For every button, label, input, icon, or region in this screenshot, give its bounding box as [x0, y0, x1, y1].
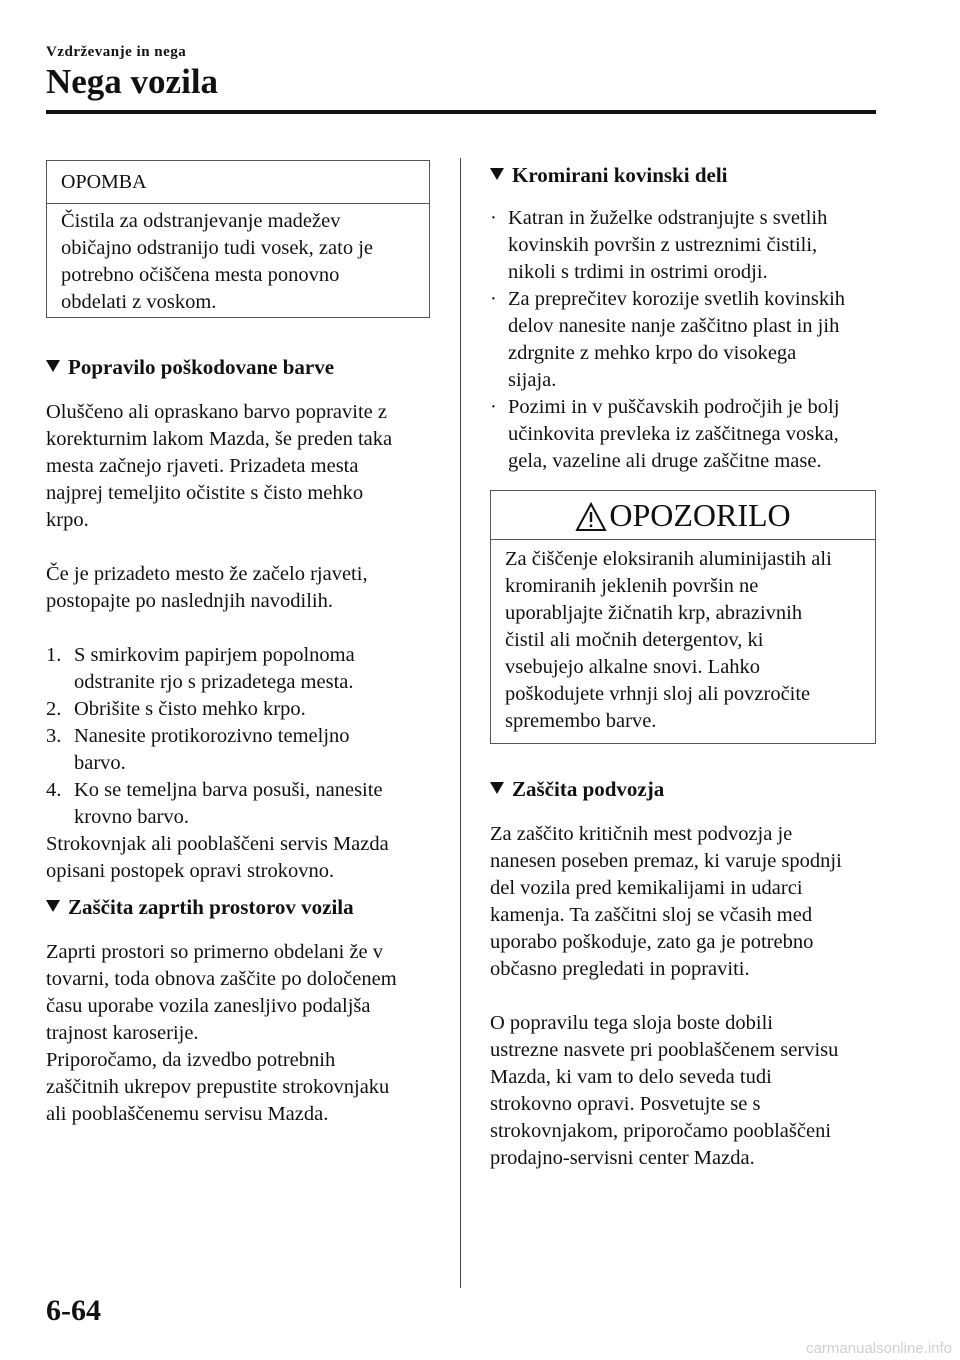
- chrome-heading: Kromirani kovinski deli: [490, 162, 876, 189]
- chrome-section: [490, 162, 876, 475]
- warning-text: Za čiščenje eloksiranih aluminijastih ali kromiranih jeklenih površin ne uporabljajte žičnatih krp, abrazivnih čistil ali močnih detergentov, ki vsebujejo alkalne snovi. Lahko poškodujete vrhnji sloj ali povzročite spremembo barve.: [505, 548, 832, 732]
- note-line: običajno odstranijo tudi vosek, zato je: [61, 237, 373, 259]
- note-line: obdelati z voskom.: [61, 291, 217, 313]
- enclosed-section: [46, 894, 432, 1128]
- paint-repair-section: [46, 354, 432, 885]
- warning-box: [490, 490, 876, 744]
- triangle-marker-icon: [490, 782, 504, 794]
- note-line: Čistila za odstranjevanje madežev: [61, 210, 341, 232]
- note-box: [46, 160, 430, 318]
- list-item: 1. S smirkovim papirjem popolnoma odstranite rjo s prizadetega mesta.: [46, 644, 355, 693]
- list-item: · Katran in žuželke odstranjujte s svetlih kovinskih površin z ustreznimi čistili, nikoli s trdimi in ostrimi orodji.: [490, 207, 828, 283]
- note-line: potrebno očiščena mesta ponovno: [61, 264, 340, 286]
- service-paragraph: O popravilu tega sloja boste dobili ustrezne nasvete pri pooblaščenem servisu Mazda, ki vam to delo seveda tudi strokovno opravi. Posvetujte se s strokovnjakom, priporočamo pooblaščeni prodajno-servisni center Mazda.: [490, 1012, 839, 1169]
- list-item: 3. Nanesite protikorozivno temeljno barvo.: [46, 725, 350, 774]
- bullet-icon: ·: [490, 207, 497, 229]
- warning-header: [491, 491, 875, 540]
- page-title: Nega vozila: [46, 62, 219, 101]
- rust-paragraph: Če je prizadeto mesto že začelo rjaveti, postopajte po naslednjih navodilih.: [46, 563, 368, 612]
- bullet-icon: ·: [490, 396, 497, 418]
- underbody-section: [490, 776, 876, 1172]
- triangle-marker-icon: [490, 168, 504, 180]
- triangle-marker-icon: [46, 360, 60, 372]
- expert-paragraph: Strokovnjak ali pooblaščeni servis Mazda opisani postopek opravi strokovno.: [46, 833, 389, 882]
- bullet-icon: ·: [490, 288, 497, 310]
- underbody-heading: Zaščita podvozja: [490, 776, 876, 803]
- list-item: · Pozimi in v puščavskih področjih je bolj učinkovita prevleka iz zaščitnega voska, gela, vazeline ali druge zaščitne mase.: [490, 396, 840, 472]
- page-number: 6-64: [46, 1294, 101, 1327]
- warning-label: OPOZORILO: [609, 497, 791, 533]
- triangle-marker-icon: [46, 900, 60, 912]
- paint-repair-heading: Popravilo poškodovane barve: [46, 354, 432, 381]
- watermark: carmanualsonline.info: [806, 1340, 952, 1357]
- note-text: [47, 204, 429, 316]
- enclosed-heading: Zaščita zaprtih prostorov vozila: [46, 894, 432, 921]
- warning-triangle-icon: [575, 497, 607, 545]
- list-item: · Za preprečitev korozije svetlih kovinskih delov nanesite nanje zaščitno plast in jih zdrgnite z mehko krpo do visokega sijaja.: [490, 288, 846, 391]
- note-label: OPOMBA: [47, 161, 429, 204]
- paint-repair-paragraph: Oluščeno ali opraskano barvo popravite z korekturnim lakom Mazda, še preden taka mesta začnejo rjaveti. Prizadeta mesta najprej temeljito očistite s čisto mehko krpo.: [46, 401, 393, 531]
- list-item: 2. Obrišite s čisto mehko krpo.: [46, 698, 306, 720]
- title-rule: [46, 110, 876, 114]
- repair-steps-list: [46, 642, 432, 831]
- list-item: 4. Ko se temeljna barva posuši, nanesite krovno barvo.: [46, 779, 383, 828]
- underbody-paragraph: Za zaščito kritičnih mest podvozja je nanesen poseben premaz, ki varuje spodnji del vozila pred kemikalijami in udarci kamenja. Ta zaščitni sloj se včasih med uporabo poškoduje, zato ga je potrebno občasno pregledati in popraviti.: [490, 823, 842, 980]
- section-label: Vzdrževanje in nega: [46, 44, 187, 60]
- enclosed-paragraph: Zaprti prostori so primerno obdelani že v tovarni, toda obnova zaščite po določenem času uporabe vozila zanesljivo podaljša trajnost karoserije. Priporočamo, da izvedbo potrebnih zaščitnih ukrepov prepustite strokovnjaku ali pooblaščenemu servisu Mazda.: [46, 941, 397, 1125]
- column-divider: [460, 158, 461, 1288]
